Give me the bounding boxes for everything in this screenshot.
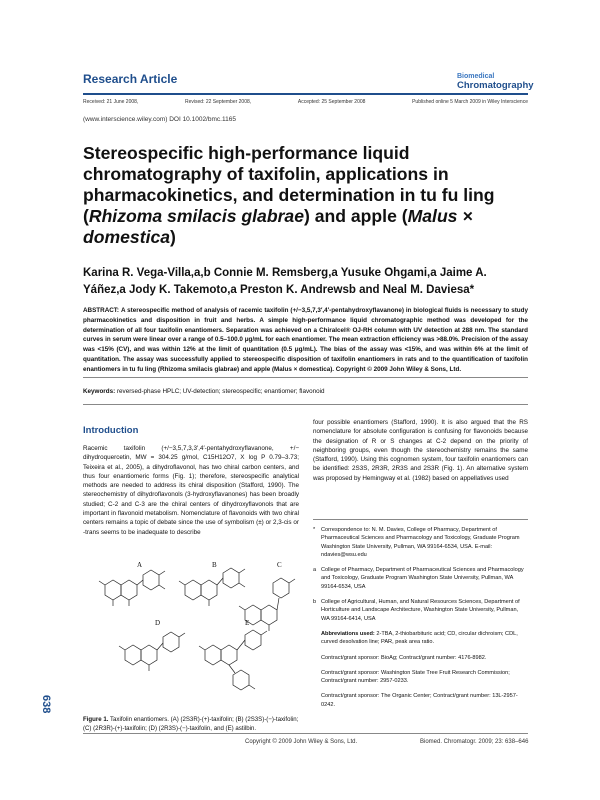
footer-citation: Biomed. Chromatogr. 2009; 23: 638–646 xyxy=(420,739,529,745)
abstract-divider xyxy=(83,377,528,378)
title-part2: ) and apple ( xyxy=(303,206,408,226)
correspondence-note: * Correspondence to: N. M. Davies, College of Pharmacy, Department of Pharmaceutical Sciences and Pharmacology and Toxicology, Graduate Program Washington State University, Pullman, WA 99164-6534, USA. E-mail: ndavies@wsu.edu xyxy=(313,526,528,559)
abstract-text: A stereospecific method of analysis of racemic taxifolin (+/−3,5,7,3′,4′-pentahydroxyflavanone) in biological fluids is necessary to study pharmacokinetics and disposition in fruit and herbs. A simple high-performance liquid chromatographic method was developed for the determination of all four taxifolin enantiomers. Separation was achieved on a Chiralcel® OJ-RH column with UV detection at 288 nm. The standard curves in serum were linear over a range of 0.5–100.0 μg/mL for each enantiomer. The mean extraction efficiency was >88.0%. Precision of the assay was <15% (CV), and was within 12% at the limit of quantitation (0.5 μg/mL). The bias of the assay was <15%, and was within 6% at the limit of quantitation. The assay was successfully applied to stereospecific disposition of taxifolin enantiomers in rats and to the quantification of taxifolin enantiomers in tu fu ling (Rhizoma smilacis glabrae) and apple (Malus × domestica). Copyright © 2009 John Wiley & Sons, Ltd. xyxy=(83,307,528,373)
author-list: Karina R. Vega-Villa,a,b Connie M. Remsberg,a Yusuke Ohgami,a Jaime A. Yáñez,a Jody K. Takemoto,a Preston K. Andrewsb and Neal M. Daviesa* xyxy=(83,267,487,296)
structure-d xyxy=(119,632,185,671)
title-part1: Stereospecific high-performance liquid chromatography of taxifolin, applications in pharmacokinetics, and determination in tu fu ling ( xyxy=(83,143,495,226)
figure-caption xyxy=(83,715,299,733)
revised-date: Revised: 22 September 2008, xyxy=(185,99,252,105)
label-b: B xyxy=(212,561,217,569)
affiliation-b-text: College of Agricultural, Human, and Natural Resources Sciences, Department of Horticulture and Landscape Architecture, Washington State University, Pullman, WA 99164-6414, USA xyxy=(321,599,520,622)
introduction-heading: Introduction xyxy=(83,425,139,436)
footnote-divider xyxy=(313,519,528,520)
figure-1-structures xyxy=(95,555,300,705)
dates-bar xyxy=(83,99,528,105)
title-italic1: Rhizoma smilacis glabrae xyxy=(88,206,304,226)
keywords-label: Keywords: xyxy=(83,388,116,395)
structure-b xyxy=(179,568,245,606)
affiliation-a: a College of Pharmacy, Department of Pharmaceutical Sciences and Pharmacology and Toxicology, Graduate Program Washington State University, Pullman, WA 99164-6534, USA xyxy=(313,566,528,591)
section-label: Research Article xyxy=(83,72,178,86)
keywords xyxy=(83,388,528,395)
keywords-text: reversed-phase HPLC; UV-detection; stereospecific; enantiomer; flavonoid xyxy=(116,388,325,395)
received-date: Received: 21 June 2008, xyxy=(83,99,139,105)
grant-note-2: Contract/grant sponsor: Washington State Tree Fruit Research Commission; Contract/grant number: 2957-0233. xyxy=(321,669,510,685)
figure-caption-text: Taxifolin enantiomers. (A) (2S3R)-(+)-taxifolin; (B) (2S3S)-(−)-taxifolin; (C) (2R3R)-(+)-taxifolin; (D) (2R3S)-(−)-taxifolin, and (E) astilbin. xyxy=(83,716,299,732)
grant-note-3: Contract/grant sponsor: The Organic Center; Contract/grant number: 13L-2957-0242. xyxy=(321,693,518,708)
published-date: Published online 5 March 2009 in Wiley Interscience xyxy=(412,99,528,105)
title-italic2: Malus × domestica xyxy=(83,206,473,247)
header-divider xyxy=(83,93,528,95)
label-c: C xyxy=(277,561,282,569)
affiliation-a-text: College of Pharmacy, Department of Pharmaceutical Sciences and Pharmacology and Toxicology, Graduate Program Washington State University, Pullman, WA 99164-6534, USA xyxy=(321,567,524,590)
title-part3: ) xyxy=(170,227,176,247)
intro-right-column: four possible enantiomers (Stafford, 1990). It is also argued that the RS nomenclature for absolute configuration is confusing for flavonoids because the designation of R or S changes at C-2 depend on the priority of neighboring groups, even though the stereochemistry remains the same (Stafford, 1990). Using this cognomen system, four taxifolin enantiomers can be identified: 2S3S, 2R3R, 2R3S and 2S3R (Fig. 1). An alternative system was proposed by Hemingway et al. (1982) based on appellatives used xyxy=(313,419,528,482)
accepted-date: Accepted: 25 September 2008 xyxy=(297,99,366,105)
keywords-divider xyxy=(83,404,528,405)
abbreviations-label: Abbreviations used: xyxy=(321,630,375,637)
abbreviations-text: 2-TBA, 2-thiobarbituric acid; CD, circular dichroism; CDL, curved desolvation line; PAR, peak area ratio. xyxy=(321,630,518,646)
journal-logo-line1: Biomedical xyxy=(457,73,495,80)
footer-divider xyxy=(83,733,528,734)
structure-a xyxy=(99,570,165,606)
footer-copyright: Copyright © 2009 John Wiley & Sons, Ltd. xyxy=(245,739,358,745)
footnotes xyxy=(313,526,528,716)
page-number: 638 xyxy=(40,695,52,714)
abstract xyxy=(83,306,528,375)
intro-left-column: Racemic taxifolin (+/−3,5,7,3,3′,4′-pentahydroxyflavanone, +/− dihydroquercetin, MW = 304.25 g/mol, C15H12O7, X log P 0.79–3.73; Teixeira et al., 2005), a dihydroflavonol, has two chiral carbon centers, and thus four enantiomeric forms (Fig. 1); therefore, stereospecific analytical methods are needed to address its chiral disposition (Stafford, 1990). The stereochemistry of dihydroflavonols (3-hydroxyflavanones) has been broadly studied; C-2 and C-3 are the chiral centers of dihydroxyflavonols that are important in flavonoid metabolism. Nomenclature of flavonoids with two chiral centers remains a topic of debate since the use of symbolism (±) or 2,3-cis or -trans seems to be inadequate to describe xyxy=(83,445,299,536)
grant-note-1: Contract/grant sponsor: BioAg; Contract/grant number: 4176-8982. xyxy=(321,654,487,661)
label-a: A xyxy=(137,561,143,569)
journal-logo-line2: Chromatography xyxy=(457,80,534,91)
label-e: E xyxy=(245,619,250,627)
affiliation-b: b College of Agricultural, Human, and Natural Resources Sciences, Department of Horticulture and Landscape Architecture, Washington State University, Pullman, WA 99164-6414, USA xyxy=(313,598,528,623)
page-title xyxy=(83,143,528,248)
structure-e xyxy=(199,630,267,690)
figure-caption-label: Figure 1. xyxy=(83,716,109,723)
label-d: D xyxy=(155,619,161,627)
journal-logo xyxy=(457,72,534,90)
abstract-label: ABSTRACT: xyxy=(83,307,120,314)
correspondence-text: Correspondence to: N. M. Davies, College of Pharmacy, Department of Pharmaceutical Sciences and Pharmacology and Toxicology, Graduate Program Washington State University, Pullman, WA 99164-6534, USA. E-mail: ndavies@wsu.edu xyxy=(321,527,520,558)
abbreviations-note xyxy=(321,630,528,647)
doi-link[interactable]: (www.interscience.wiley.com) DOI 10.1002/bmc.1165 xyxy=(83,116,236,123)
